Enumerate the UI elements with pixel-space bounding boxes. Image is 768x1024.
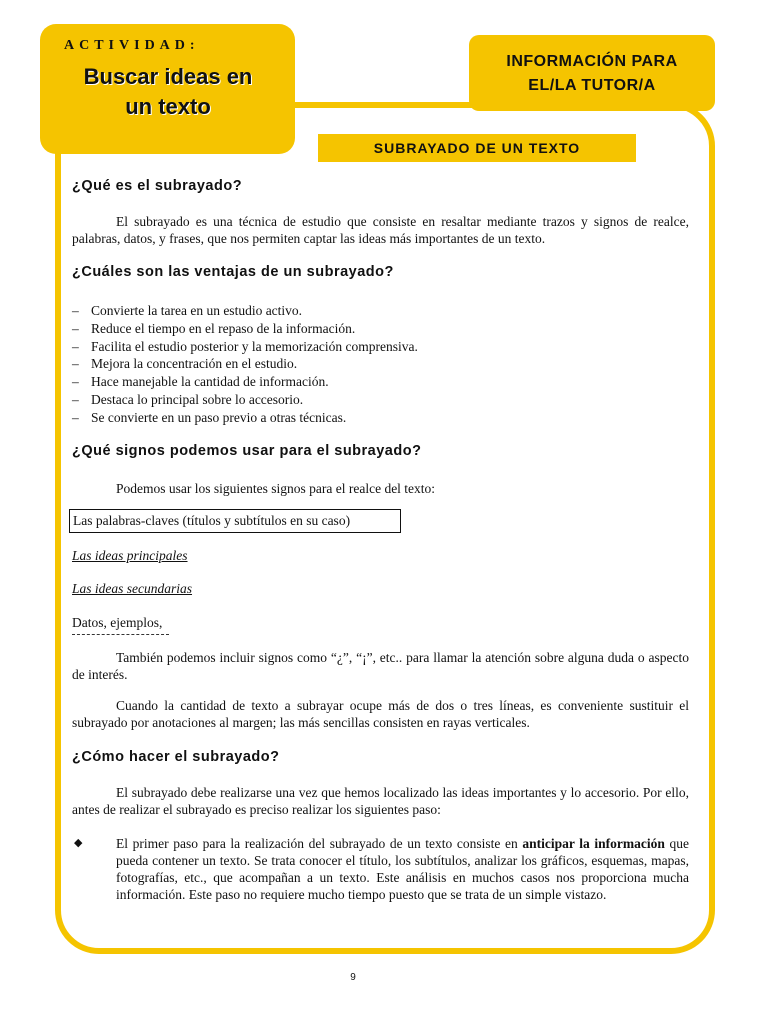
section-banner: SUBRAYADO DE UN TEXTO bbox=[318, 134, 636, 162]
paragraph-margin-notes: Cuando la cantidad de texto a subrayar ocupe más de dos o tres líneas, es conveniente sustituir el subrayado por anotaciones al margen; las más sencillas consisten en rayas verticales. bbox=[72, 698, 689, 730]
sign-example-dotted: Datos, ejemplos, bbox=[72, 614, 169, 635]
list-item: – Destaca lo principal sobre lo accesorio. bbox=[72, 391, 689, 409]
sign-example-boxed: Las palabras-claves (títulos y subtítulos en su caso) bbox=[69, 509, 401, 533]
bullet-step-one-text: El primer paso para la realización del subrayado de un texto consiste en anticipar la información que pueda contener un texto. Se trata conocer el título, los subtítulos, analizar los gráficos, esquemas, mapas, fotografías, etc., que acompañan a un texto. Este análisis en muchos casos nos proporciona mucha información. Este paso no requiere mucho tiempo puesto que se trata de un simple vistazo. bbox=[116, 836, 689, 902]
list-item: – Reduce el tiempo en el repaso de la información. bbox=[72, 320, 689, 338]
diamond-bullet-icon: ◆ bbox=[74, 837, 83, 849]
paragraph-signs-intro: Podemos usar los siguientes signos para el realce del texto: bbox=[116, 481, 436, 496]
sign-example-underlined-secondary: Las ideas secundarias bbox=[72, 581, 193, 596]
heading-what-is: ¿Qué es el subrayado? bbox=[72, 178, 243, 194]
list-item: – Convierte la tarea en un estudio activo. bbox=[72, 302, 689, 320]
heading-signs: ¿Qué signos podemos usar para el subrayado? bbox=[72, 443, 422, 459]
bullet-step-one-emphasis: anticipar la información bbox=[522, 836, 665, 851]
advantages-list bbox=[72, 302, 689, 427]
list-item: – Hace manejable la cantidad de información. bbox=[72, 373, 689, 391]
tutor-info-label: INFORMACIÓN PARA EL/LA TUTOR/A bbox=[506, 53, 678, 94]
heading-advantages: ¿Cuáles son las ventajas de un subrayado? bbox=[72, 264, 394, 280]
paragraph-extra-signs: También podemos incluir signos como “¿”, “¡”, etc.. para llamar la atención sobre alguna duda o aspecto de interés. bbox=[72, 650, 689, 682]
tutor-info-box bbox=[469, 35, 715, 111]
list-item: – Se convierte en un paso previo a otras técnicas. bbox=[72, 409, 689, 427]
activity-label: ACTIVIDAD: bbox=[64, 38, 200, 53]
activity-title: Buscar ideas en un texto bbox=[83, 64, 253, 119]
paragraph-how-to: El subrayado debe realizarse una vez que hemos localizado las ideas importantes y lo accesorio. Por ello, antes de realizar el subrayado es preciso realizar los siguientes paso: bbox=[72, 785, 689, 817]
heading-how-to: ¿Cómo hacer el subrayado? bbox=[72, 749, 280, 765]
list-item: – Facilita el estudio posterior y la memorización comprensiva. bbox=[72, 338, 689, 356]
page-number: 9 bbox=[350, 972, 356, 983]
sign-example-underlined-main: Las ideas principales bbox=[72, 548, 188, 563]
list-item: – Mejora la concentración en el estudio. bbox=[72, 355, 689, 373]
activity-box bbox=[40, 24, 295, 154]
paragraph-definition: El subrayado es una técnica de estudio que consiste en resaltar mediante trazos y signos de realce, palabras, datos, y frases, que nos permiten captar las ideas más importantes de un texto. bbox=[72, 214, 689, 246]
